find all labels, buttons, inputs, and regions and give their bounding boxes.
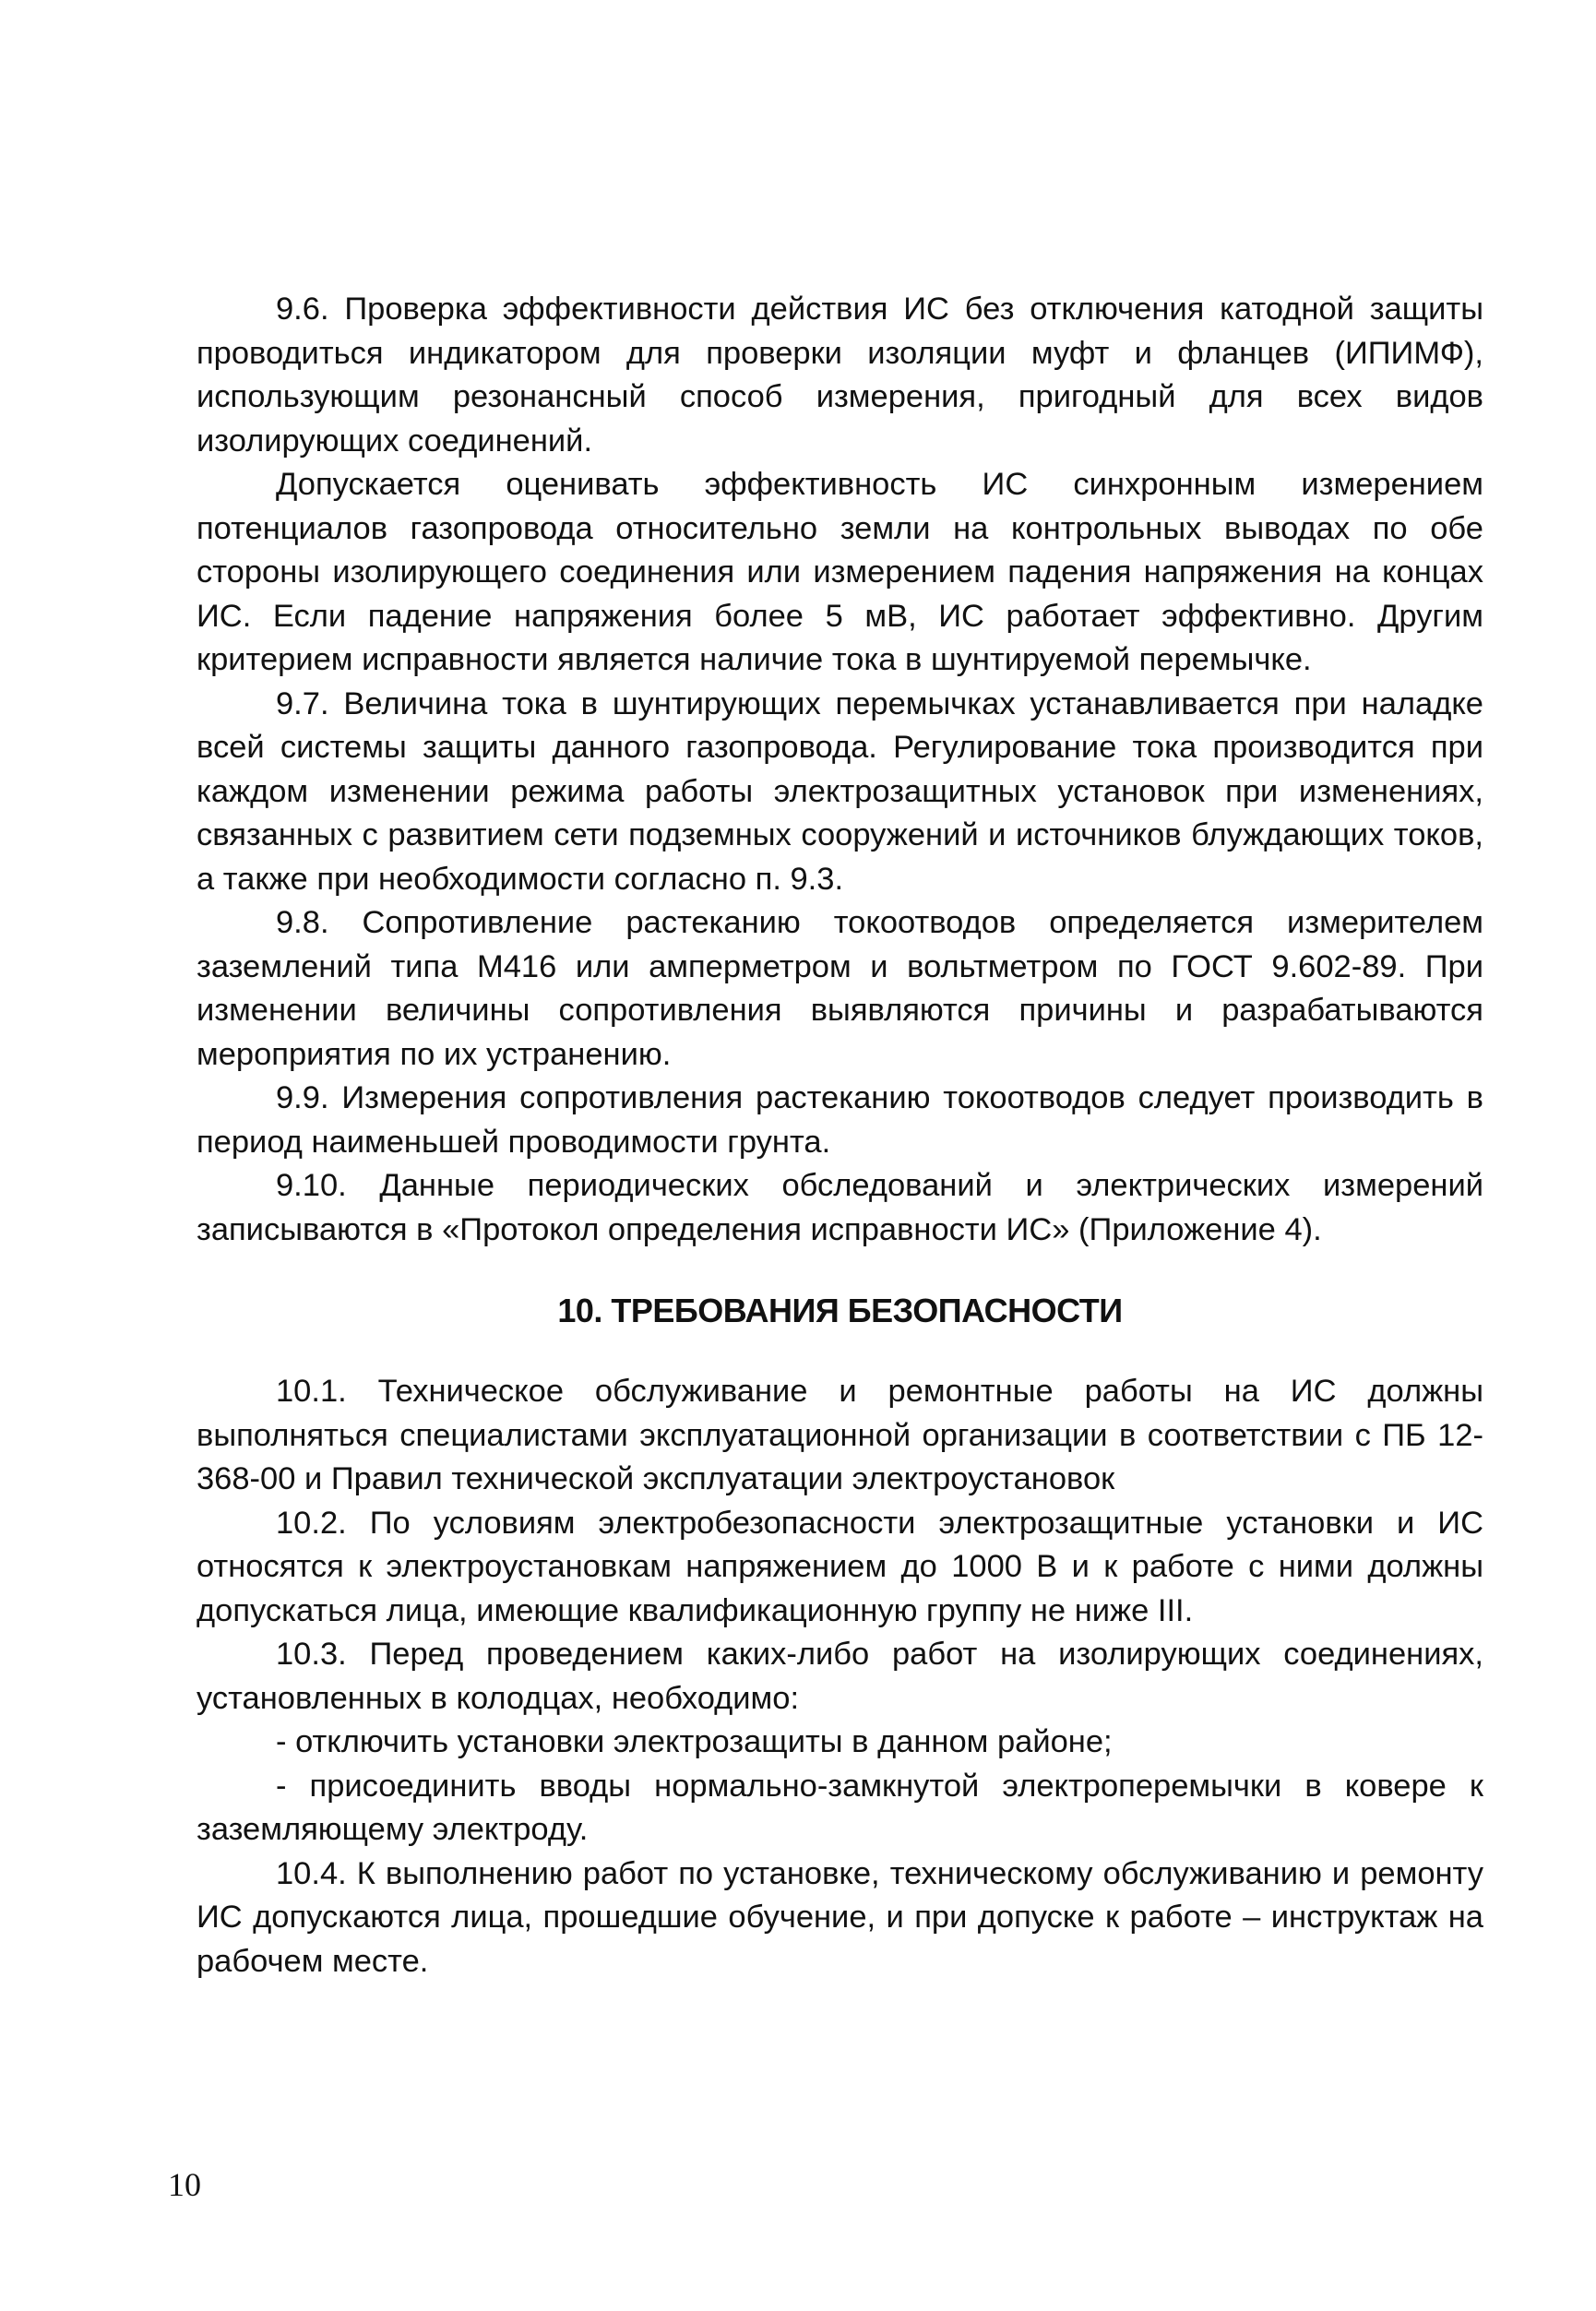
paragraph-9-10: 9.10. Данные периодических обследований и электрических измерений записываются в «Протокол определения исправности ИС» (Приложение 4).	[197, 1168, 1483, 1247]
paragraph-10-1: 10.1. Техническое обслуживание и ремонтные работы на ИС должны выполняться специалистами эксплуатационной организации в соответствии с ПБ 12-368-00 и Правил технической эксплуатации электроустановок	[197, 1374, 1483, 1496]
paragraph-9-6: 9.6. Проверка эффективности действия ИС без отключения катодной защиты проводиться индикатором для проверки изоляции муфт и фланцев (ИПИМФ), использующим резонансный способ измерения, пригодный для всех видов изолирующих соединений.	[197, 292, 1483, 459]
list-item-disable-protection: - отключить установки электрозащиты в данном районе;	[276, 1724, 1113, 1759]
page-number: 10	[168, 2166, 201, 2203]
paragraph-10-3: 10.3. Перед проведением каких-либо работ на изолирующих соединениях, установленных в колодцах, необходимо:	[197, 1637, 1483, 1716]
paragraph-9-6-continued: Допускается оценивать эффективность ИС синхронным измерением потенциалов газопровода относительно земли на контрольных выводах по обе стороны изолирующего соединения или измерением падения напряжения на концах ИС. Если падение напряжения более 5 мВ, ИС работает эффективно. Другим критерием исправности является наличие тока в шунтируемой перемычке.	[197, 467, 1483, 677]
paragraph-9-7: 9.7. Величина тока в шунтирующих перемычках устанавливается при наладке всей системы защиты данного газопровода. Регулирование тока производится при каждом изменении режима работы электрозащитных установок при изменениях, связанных с развитием сети подземных сооружений и источников блуждающих токов, а также при необходимости согласно п. 9.3.	[197, 685, 1483, 897]
page-body	[197, 288, 1483, 1983]
list-item-connect-jumper: - присоединить вводы нормально-замкнутой электроперемычки в ковере к заземляющему электроду.	[197, 1768, 1483, 1847]
section-heading-safety: 10. ТРЕБОВАНИЯ БЕЗОПАСНОСТИ	[557, 1292, 1123, 1329]
paragraph-9-9: 9.9. Измерения сопротивления растеканию токоотводов следует производить в период наименьшей проводимости грунта.	[197, 1080, 1483, 1160]
paragraph-10-4: 10.4. К выполнению работ по установке, техническому обслуживанию и ремонту ИС допускаются лица, прошедшие обучение, и при допуске к работе – инструктаж на рабочем месте.	[197, 1855, 1483, 1979]
paragraph-9-8: 9.8. Сопротивление растеканию токоотводов определяется измерителем заземлений типа М416 или амперметром и вольтметром по ГОСТ 9.602-89. При изменении величины сопротивления выявляются причины и разрабатываются мероприятия по их устранению.	[197, 905, 1483, 1072]
paragraph-10-2: 10.2. По условиям электробезопасности электрозащитные установки и ИС относятся к электроустановкам напряжением до 1000 В и к работе с ними должны допускаться лица, имеющие квалификационную группу не ниже III.	[197, 1505, 1483, 1628]
